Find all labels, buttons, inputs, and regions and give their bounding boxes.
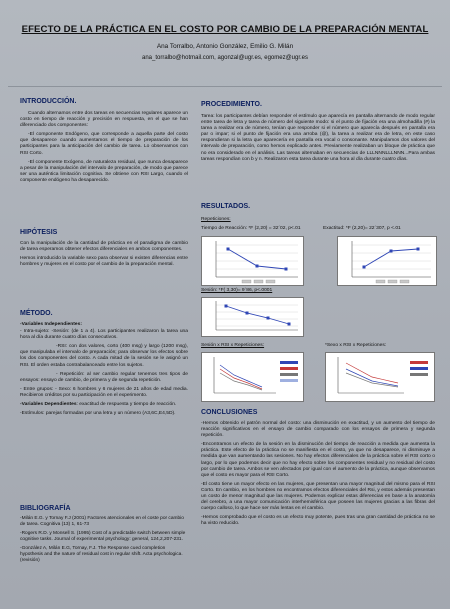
chart-sesion xyxy=(201,297,304,337)
chart-exactitud-repeticiones xyxy=(337,236,437,286)
chart-legend-item xyxy=(254,280,263,283)
chart-srr-svg xyxy=(202,353,303,401)
sesion-point xyxy=(288,323,291,326)
intro-p2: -El componente Endógeno, que corresponde a aquella parte del costo que desaparece cuando aumentamos el tiempo de preparación de los participantes para la anticipación del cambio de tarea. Lo observamos con RSI Corto. xyxy=(20,132,188,156)
series-line xyxy=(220,369,262,389)
sesion-line xyxy=(226,306,289,324)
intro-p1: Cuando alternamos entre dos tareas en secuencias regulares aparece un costo en tiempo de reacción y precisión en respuesta, en el que se han diferenciado dos componentes: xyxy=(20,111,188,129)
biblio-list xyxy=(20,516,188,567)
resultados-heading: RESULTADOS. xyxy=(201,203,251,210)
intro-p3: -El componente Exógeno, de naturaleza residual, que nunca desaparece a pesar de la manipulación del intervalo de preparación, de modo que parece ser una auténtica limitación cognitiva. Se obtiene con RSI Largo, cuando el componente endógeno ha desaparecido. xyxy=(20,159,188,183)
vd-text: : exactitud de respuesta y tiempo de reacción. xyxy=(76,402,177,408)
series-line xyxy=(346,373,398,387)
conclusiones-body xyxy=(201,421,435,531)
sesion-stat-label: Sesión: *F( 3,30)= 9´86, p<.0001 xyxy=(201,288,273,293)
repeticiones-label: Repeticiones: xyxy=(201,217,231,222)
ex-point xyxy=(363,266,366,269)
series-line xyxy=(220,365,262,387)
procedimiento-text: Tarea: los participantes debían responder el estímulo que aparecía en pantalla alternando de modo regular entre tarea de letra y tarea de número del siguiente modo: si el punto de fijación era una almohadilla (#) la tarea a realizar era de número, tenían que responder si el número que aparecía después en pantalla era par o impar; si el punto de fijación era una arroba (@), la tarea a realizar era de letra, en este caso respondieran si la letra que aparecería en pantalla era vocal o consonante. Manipulamos dos valores del intervalo de preparación, como hemos explicado antes. Previamente realizaban un bloque de práctica que no era considerado en el análisis. Las tareas alternaban en secuencias de LLLNNNLLLNNN...Para ambas tareas respondían con b y n. Realizaron esta tarea durante una hora al día durante cuatro días. xyxy=(201,114,435,162)
conclusion-p3: -El costo tiene un mayor efecto en las mujeres, que presentan una mayor magnitud del mismo para el RSI Corto. En cambio, en los hombres no encontramos efectos diferenciales del Rsi, y estos además presentan un costo de menor magnitud que las mujeres. Podemos explicar estas diferencias en base a la anatomía del cerebro, a una mayor comunicación interhemisférica que poseen las mujeres gracias a las fibras del cuerpo calloso, lo que hace ser más lentas en el cambio. xyxy=(201,481,435,512)
chart-legend-item xyxy=(410,361,428,364)
sesion-point xyxy=(267,317,270,320)
rt-point xyxy=(227,248,230,251)
sesion-point xyxy=(225,305,228,308)
conclusion-p2: -Encontramos un efecto de la sesión en la disminución del tiempo de reacción a medida que aumenta la práctica. Este efecto de la práctica no se manifiesta en el costo, ya que no desaparece, ni disminuye a medida que van aumentando las sesiones. No hay efectos diferenciales de la práctica sobre el RSI corto o largo, por lo que podemos decir que no hay efecto sobre los componentes residual y no residual del costo por cambio de tarea. Ambos se ven afectados por igual con el aumento de la práctica, aunque observamos que el costo es mayor para el RSI Corto. xyxy=(201,442,435,478)
vi-entre: - Entre grupos: - Sexo: 6 hombres y 6 mujeres de 21 años de edad media. Recibieron créditos por su participación en el experimento. xyxy=(20,386,188,398)
estimulos: -Estímulos: parejas formadas por una letra y un número (A3,6C,E4,5D). xyxy=(20,411,176,417)
chart-legend-item xyxy=(280,361,298,364)
chart-rt-svg xyxy=(202,237,303,285)
biblio-ref: -Milán E.G. y Tornay F.J (2001) Factores atencionales en el coste por cambio de tarea. Cognitiva (13) 1, 61-73 xyxy=(20,516,184,527)
chart-legend-item xyxy=(280,373,298,376)
chart-legend-item xyxy=(242,280,251,283)
ex-point xyxy=(390,250,393,253)
chart-sesion-svg xyxy=(202,298,303,336)
vi-intra: - Intra-sujeto: -Sesión: (de 1 a 4). Los participantes realizaron la tarea una hora al día durante cuatro días consecutivos. xyxy=(20,329,188,341)
ex-stat-label: Exactitud: *F (2,20)= 22´307, p <.01 xyxy=(323,226,401,231)
intro-heading: INTRODUCCIÓN. xyxy=(20,98,77,105)
chart-legend-item xyxy=(410,367,428,370)
intro-body xyxy=(20,111,188,187)
procedimiento-body xyxy=(201,114,435,166)
vd-label: -Variables Dependientes xyxy=(20,402,77,408)
sesion-rsi-label: Sesión x RSI x Repeticiones: xyxy=(201,343,265,348)
chart-legend-item xyxy=(266,280,275,283)
header-divider xyxy=(8,86,442,87)
biblio-ref: -Rogers R.D. y Monsell S. (1995) Cost of a predictable switch between simple cognitive tasks. Journal of experimental psychology: general, 124,2,207-231. xyxy=(20,531,186,542)
vi-rsi: -RSI: con dos valores, corto (400 msg) y largo (1200 msg), que manipulaba el intervalo de preparación; para observar los efectos sobre los dos componentes del costo. A cada mitad de la sesión se le asignó un RSI. El orden estaba contrabalanceado entre los sujetos. xyxy=(20,344,188,368)
authors: Ana Torralbo, Antonio González, Emilio G. Milán xyxy=(156,43,294,50)
chart-legend-item xyxy=(376,280,385,283)
metodo-body: -Variables Independientes: - Intra-sujeto: -Sesión: (de 1 a 4). Los participantes realizaron la tarea una hora al día durante cuatro días consecutivos. -RSI: con dos valores, corto (400 msg) y largo (1200 msg), que manipulaba el intervalo de preparación; para observar los efectos sobre los dos componentes del costo. A cada mitad de la sesión se le asignó un RSI. El orden estaba contrabalanceado entre los sujetos. - Repetición: al ser cambio regular tenemos tres tipos de ensayos: ensayo de cambio, de primera y de segunda repetición. - Entre grupos: - Sexo: 6 hombres y 6 mujeres de 21 años de edad media. Recibieron créditos por su participación en el experimento. -Variables Dependientes: exactitud de respuesta y tiempo de reacción. -Estímulos: parejas formadas por una letra y un número (A3,6C,E4,5D). xyxy=(20,322,188,417)
hipotesis-body xyxy=(20,241,188,271)
sexo-rsi-label: *Sexo x RSI x Repeticiones: xyxy=(325,343,387,348)
hipotesis-p2: Hemos introducido la variable sexo para observar si existen diferencias entre hombres y mujeres en el costo por el cambio de la preparación mental. xyxy=(20,256,188,268)
hipotesis-heading: HIPÓTESIS xyxy=(20,229,58,236)
chart-sexo-rsi-rep xyxy=(325,352,435,402)
chart-legend-item xyxy=(410,373,428,376)
biblio-ref: -González A, Milán E.G, Tornay, F.J. The Response cued completion hypothesis and the nature of residual cost in regular shift. Acta psychologica. (revisión) xyxy=(20,546,183,563)
poster-title: EFECTO DE LA PRÁCTICA EN EL COSTO POR CAMBIO DE LA PREPARACIÓN MENTAL xyxy=(21,24,429,35)
chart-rt-repeticiones xyxy=(201,236,304,286)
ex-point xyxy=(417,248,420,251)
conclusiones-heading: CONCLUSIONES xyxy=(201,409,258,416)
chart-legend-item xyxy=(280,367,298,370)
procedimiento-heading: PROCEDIMIENTO. xyxy=(201,101,262,108)
vi-repeticion: - Repetición: al ser cambio regular tenemos tres tipos de ensayos: ensayo de cambio, de primera y de segunda repetición. xyxy=(20,371,188,383)
author-emails: ana_torralbo@hotmail.com, agonzal@ugr.es, egomez@ugr.es xyxy=(141,55,309,61)
rt-point xyxy=(256,265,259,268)
chart-sesion-rsi-rep xyxy=(201,352,304,402)
metodo-heading: MÉTODO. xyxy=(20,310,53,317)
chart-legend-item xyxy=(280,379,298,382)
series-line xyxy=(220,373,262,390)
sesion-point xyxy=(246,312,249,315)
conclusion-p1: -Hemos obtenido el patrón normal del costo: una disminución en exactitud, y un aumento del tiempo de reacción significativos en el ensayo de cambio comparado con los ensayos de primera y segunda repetición. xyxy=(201,421,435,439)
hipotesis-p1: Con la manipulación de la cantidad de práctica en el paradigma de cambio de tarea esperamos obtener efectos diferenciales en ambos componentes. xyxy=(20,241,188,253)
rt-point xyxy=(285,268,288,271)
biblio-heading: BIBLIOGRAFÍA xyxy=(20,505,71,512)
chart-legend-item xyxy=(388,280,397,283)
chart-sxr-svg xyxy=(326,353,434,401)
tr-stat-label: Tiempo de Reacción: *F (2,20) = 32´02, p<.01 xyxy=(201,226,301,231)
series-line xyxy=(346,369,398,386)
chart-legend-item xyxy=(400,280,409,283)
conclusion-p4: -Hemos comprobado que el costo es un efecto muy potente, pues tras una gran cantidad de práctica no se ha visto reducido. xyxy=(201,515,435,527)
series-line xyxy=(346,363,398,383)
chart-ex-svg xyxy=(338,237,436,285)
vi-label: -Variables Independientes xyxy=(20,322,81,327)
